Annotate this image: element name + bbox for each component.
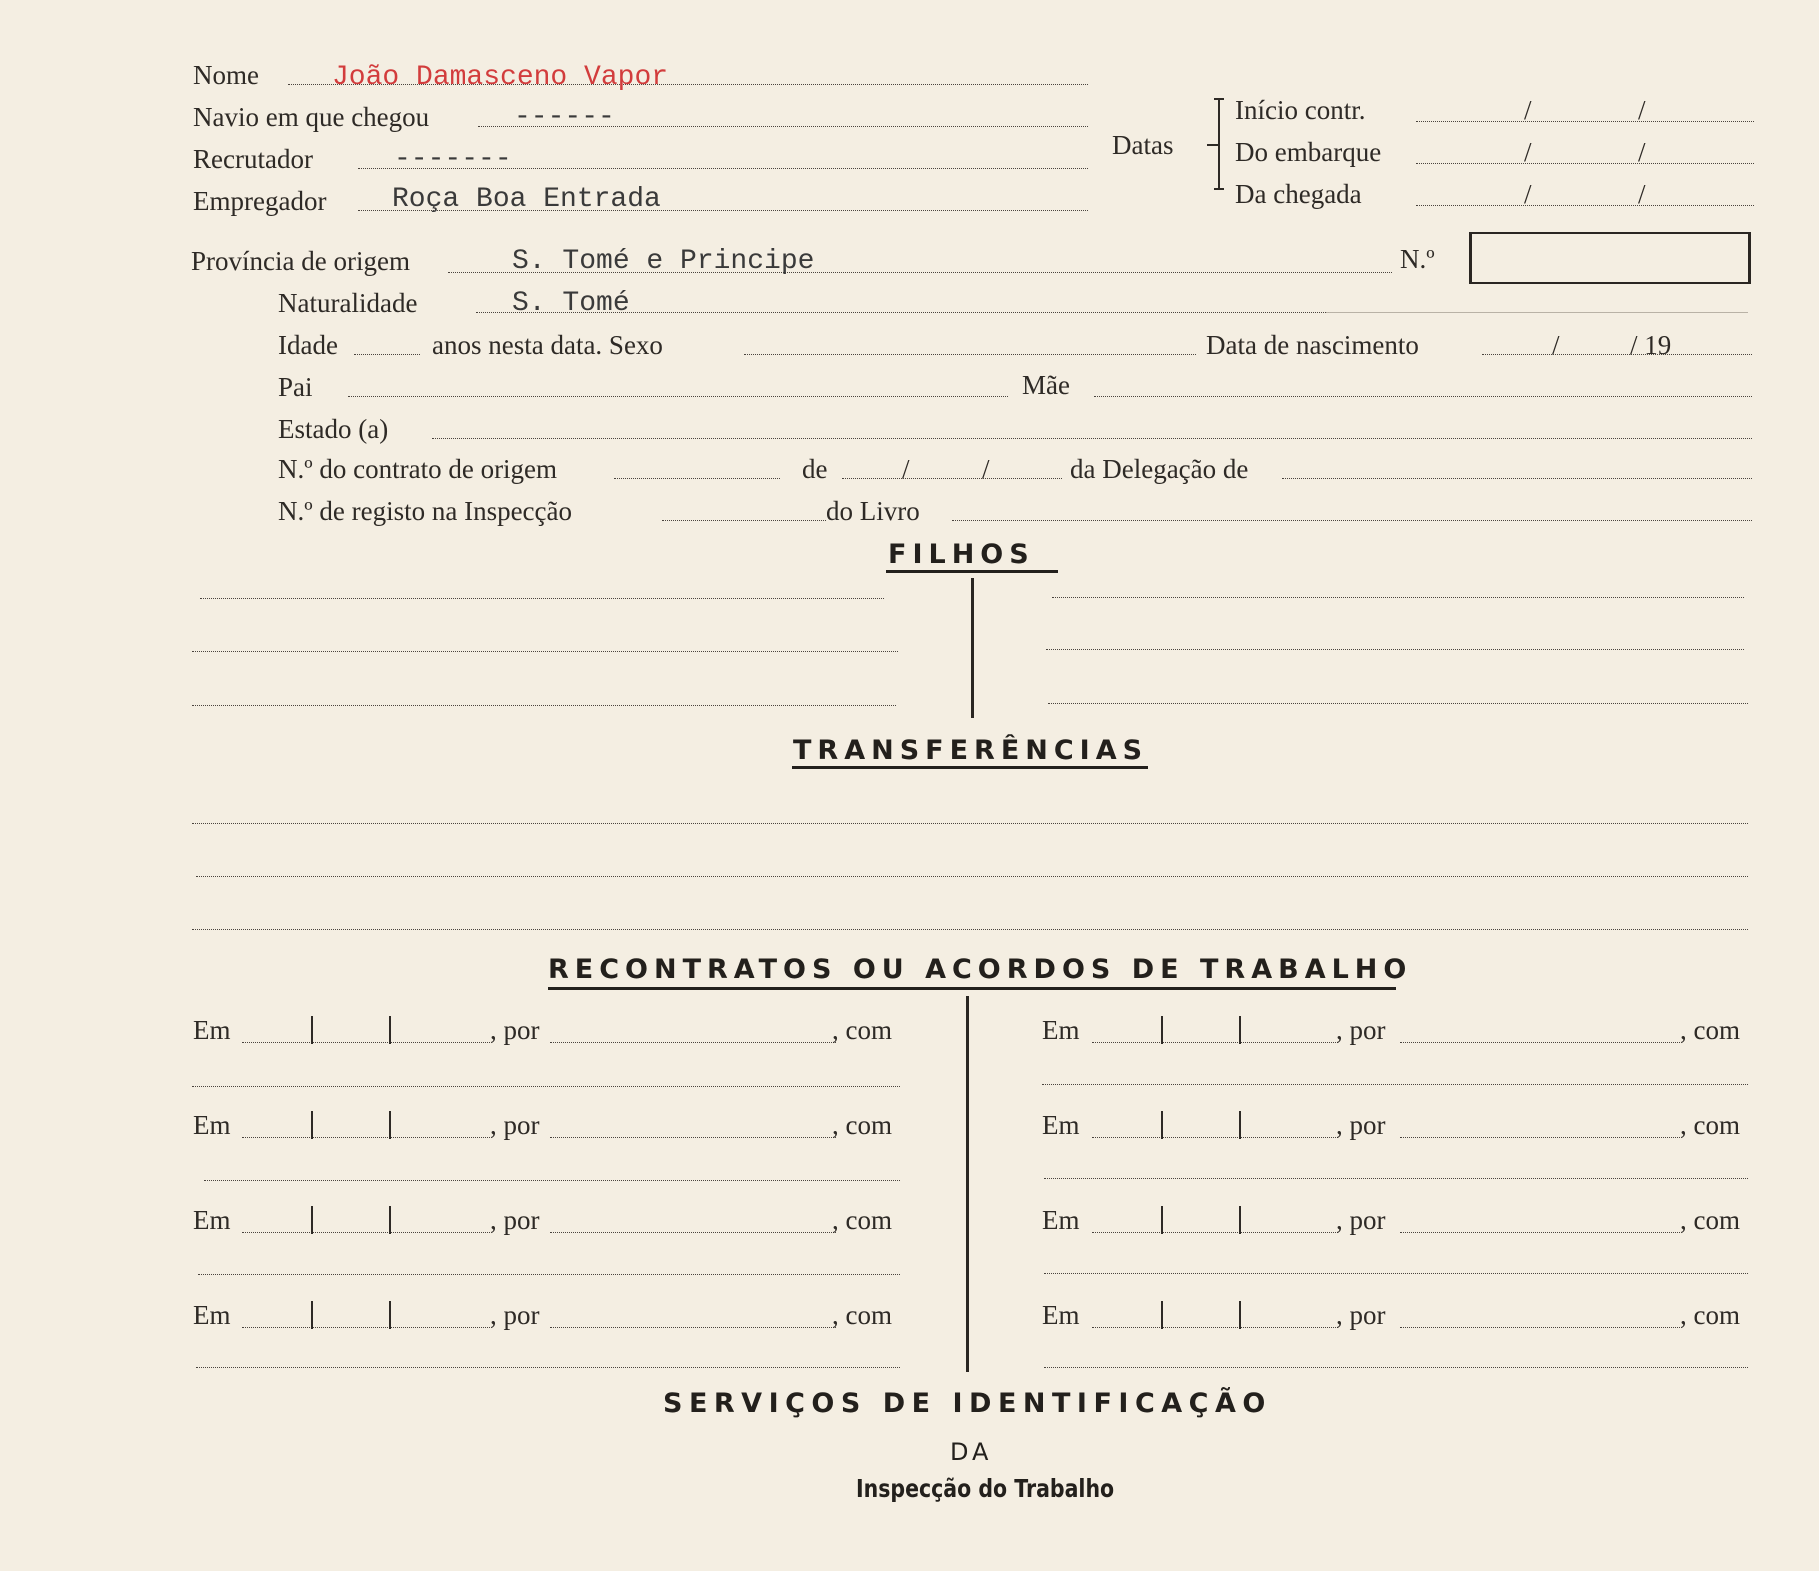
date-separator: [389, 1016, 391, 1044]
em-date-line[interactable]: [1092, 1042, 1338, 1043]
date-separator: [389, 1301, 391, 1329]
chegada-slash-2: /: [1638, 179, 1646, 209]
embarque-slash-1: /: [1524, 137, 1532, 167]
chegada-line[interactable]: [1416, 205, 1754, 206]
filhos-heading: FILHOS: [888, 539, 1035, 570]
por-label: , por: [490, 1110, 540, 1140]
filhos-line-right-3[interactable]: [1048, 703, 1748, 704]
por-line[interactable]: [550, 1232, 836, 1233]
registo-label: N.º de registo na Inspecção: [278, 496, 573, 526]
registo-line[interactable]: [662, 520, 826, 521]
em-label: Em: [193, 1300, 231, 1330]
navio-label: Navio em que chegou: [193, 102, 430, 132]
datas-label: Datas: [1112, 130, 1174, 160]
date-separator: [389, 1206, 391, 1234]
em-label: Em: [193, 1205, 231, 1235]
date-separator: [311, 1206, 313, 1234]
brace-mid-tick: [1207, 144, 1219, 146]
embarque-line[interactable]: [1416, 163, 1754, 164]
nome-value[interactable]: João Damasceno Vapor: [332, 62, 669, 93]
footer-da: DA: [950, 1438, 993, 1466]
date-separator: [1161, 1016, 1163, 1044]
empregador-value[interactable]: Roça Boa Entrada: [392, 184, 661, 215]
date-separator: [1239, 1301, 1241, 1329]
em-label: Em: [193, 1110, 231, 1140]
por-label: , por: [490, 1015, 540, 1045]
chegada-slash-1: /: [1524, 179, 1532, 209]
em-label: Em: [1042, 1205, 1080, 1235]
transferencias-line-2[interactable]: [196, 876, 1748, 877]
recontratos-divider: [966, 996, 969, 1372]
provincia-label: Província de origem: [191, 246, 410, 276]
em-date-line[interactable]: [1092, 1327, 1338, 1328]
inicio-label: Início contr.: [1235, 95, 1366, 125]
recrutador-label: Recrutador: [193, 144, 313, 174]
anos-sexo-label: anos nesta data. Sexo: [432, 330, 663, 360]
inicio-line[interactable]: [1416, 121, 1754, 122]
contrato-de-label: de: [802, 454, 828, 484]
em-date-line[interactable]: [1092, 1137, 1338, 1138]
por-label: , por: [1336, 1205, 1386, 1235]
com-label: , com: [1680, 1300, 1740, 1330]
com-line[interactable]: [204, 1180, 900, 1181]
mae-label: Mãe: [1022, 370, 1070, 400]
recrutador-value[interactable]: -------: [394, 144, 512, 175]
por-line[interactable]: [1400, 1137, 1680, 1138]
date-separator: [389, 1111, 391, 1139]
com-label: , com: [1680, 1015, 1740, 1045]
filhos-line-right-2[interactable]: [1046, 649, 1744, 650]
com-line[interactable]: [1044, 1178, 1748, 1179]
em-label: Em: [193, 1015, 231, 1045]
numero-label: N.º: [1400, 244, 1435, 274]
navio-value[interactable]: ------: [514, 102, 615, 133]
em-label: Em: [1042, 1015, 1080, 1045]
naturalidade-line-end: [1326, 312, 1748, 313]
pai-label: Pai: [278, 372, 313, 402]
naturalidade-value[interactable]: S. Tomé: [512, 288, 630, 319]
contrato-line[interactable]: [614, 478, 780, 479]
nascimento-year: / 19: [1630, 330, 1672, 360]
por-label: , por: [490, 1205, 540, 1235]
por-line[interactable]: [550, 1042, 836, 1043]
filhos-line-left-2[interactable]: [192, 651, 898, 652]
por-label: , por: [490, 1300, 540, 1330]
transferencias-underline: [792, 766, 1148, 769]
idade-label: Idade: [278, 330, 338, 360]
idade-line[interactable]: [354, 354, 420, 355]
filhos-line-left-1[interactable]: [200, 598, 884, 599]
por-line[interactable]: [1400, 1327, 1680, 1328]
footer-title: SERVIÇOS DE IDENTIFICAÇÃO: [663, 1388, 1272, 1419]
por-line[interactable]: [550, 1327, 836, 1328]
por-line[interactable]: [1400, 1232, 1680, 1233]
com-line[interactable]: [198, 1274, 900, 1275]
por-label: , por: [1336, 1015, 1386, 1045]
filhos-line-right-1[interactable]: [1052, 597, 1744, 598]
provincia-value[interactable]: S. Tomé e Principe: [512, 246, 815, 277]
date-separator: [311, 1016, 313, 1044]
com-line[interactable]: [192, 1086, 900, 1087]
em-date-line[interactable]: [242, 1042, 490, 1043]
contrato-label: N.º do contrato de origem: [278, 454, 558, 484]
com-line[interactable]: [196, 1367, 900, 1368]
sexo-line[interactable]: [744, 354, 1196, 355]
inicio-slash-1: /: [1524, 95, 1532, 125]
brace-bottom-tick: [1214, 188, 1224, 190]
com-label: , com: [1680, 1110, 1740, 1140]
transferencias-heading: TRANSFERÊNCIAS: [793, 735, 1149, 766]
livro-label: do Livro: [826, 496, 920, 526]
em-date-line[interactable]: [1092, 1232, 1338, 1233]
delegacao-label: da Delegação de: [1070, 454, 1249, 484]
em-label: Em: [1042, 1300, 1080, 1330]
com-line[interactable]: [1044, 1273, 1748, 1274]
com-label: , com: [832, 1300, 892, 1330]
por-label: , por: [1336, 1110, 1386, 1140]
chegada-label: Da chegada: [1235, 179, 1362, 209]
nascimento-line[interactable]: [1482, 354, 1752, 355]
filhos-underline: [886, 570, 1058, 573]
estado-line[interactable]: [432, 438, 1752, 439]
empregador-label: Empregador: [193, 186, 327, 216]
com-label: , com: [832, 1205, 892, 1235]
em-date-line[interactable]: [242, 1327, 490, 1328]
contrato-slash-2: /: [982, 454, 990, 484]
brace-top-tick: [1214, 98, 1224, 100]
com-label: , com: [1680, 1205, 1740, 1235]
date-separator: [311, 1301, 313, 1329]
por-line[interactable]: [1400, 1042, 1680, 1043]
date-separator: [1161, 1206, 1163, 1234]
transferencias-line-3[interactable]: [192, 929, 1748, 930]
com-label: , com: [832, 1110, 892, 1140]
embarque-label: Do embarque: [1235, 137, 1382, 167]
filhos-line-left-3[interactable]: [192, 705, 896, 706]
delegacao-line[interactable]: [1282, 478, 1752, 479]
com-line[interactable]: [1042, 1084, 1748, 1085]
naturalidade-label: Naturalidade: [278, 288, 418, 318]
contrato-slash-1: /: [902, 454, 910, 484]
date-separator: [311, 1111, 313, 1139]
por-line[interactable]: [550, 1137, 836, 1138]
filhos-divider: [971, 578, 974, 718]
em-date-line[interactable]: [242, 1232, 490, 1233]
por-label: , por: [1336, 1300, 1386, 1330]
embarque-slash-2: /: [1638, 137, 1646, 167]
numero-box[interactable]: [1469, 232, 1751, 284]
date-separator: [1239, 1016, 1241, 1044]
recontratos-underline: [548, 987, 1396, 990]
footer-subtitle: Inspecção do Trabalho: [856, 1474, 1115, 1503]
nascimento-slash: /: [1552, 330, 1560, 360]
inicio-slash-2: /: [1638, 95, 1646, 125]
em-label: Em: [1042, 1110, 1080, 1140]
contrato-date-line[interactable]: [842, 478, 1062, 479]
nascimento-label: Data de nascimento: [1206, 330, 1419, 360]
livro-line[interactable]: [952, 520, 1752, 521]
recontratos-heading: RECONTRATOS OU ACORDOS DE TRABALHO: [548, 954, 1413, 985]
transferencias-line-1[interactable]: [192, 823, 1748, 824]
date-separator: [1161, 1111, 1163, 1139]
date-separator: [1239, 1206, 1241, 1234]
mae-line[interactable]: [1094, 396, 1752, 397]
nome-label: Nome: [193, 60, 259, 90]
em-date-line[interactable]: [242, 1137, 490, 1138]
date-separator: [1239, 1111, 1241, 1139]
pai-line[interactable]: [348, 396, 1008, 397]
date-separator: [1161, 1301, 1163, 1329]
estado-label: Estado (a): [278, 414, 389, 444]
com-line[interactable]: [1044, 1367, 1748, 1368]
com-label: , com: [832, 1015, 892, 1045]
